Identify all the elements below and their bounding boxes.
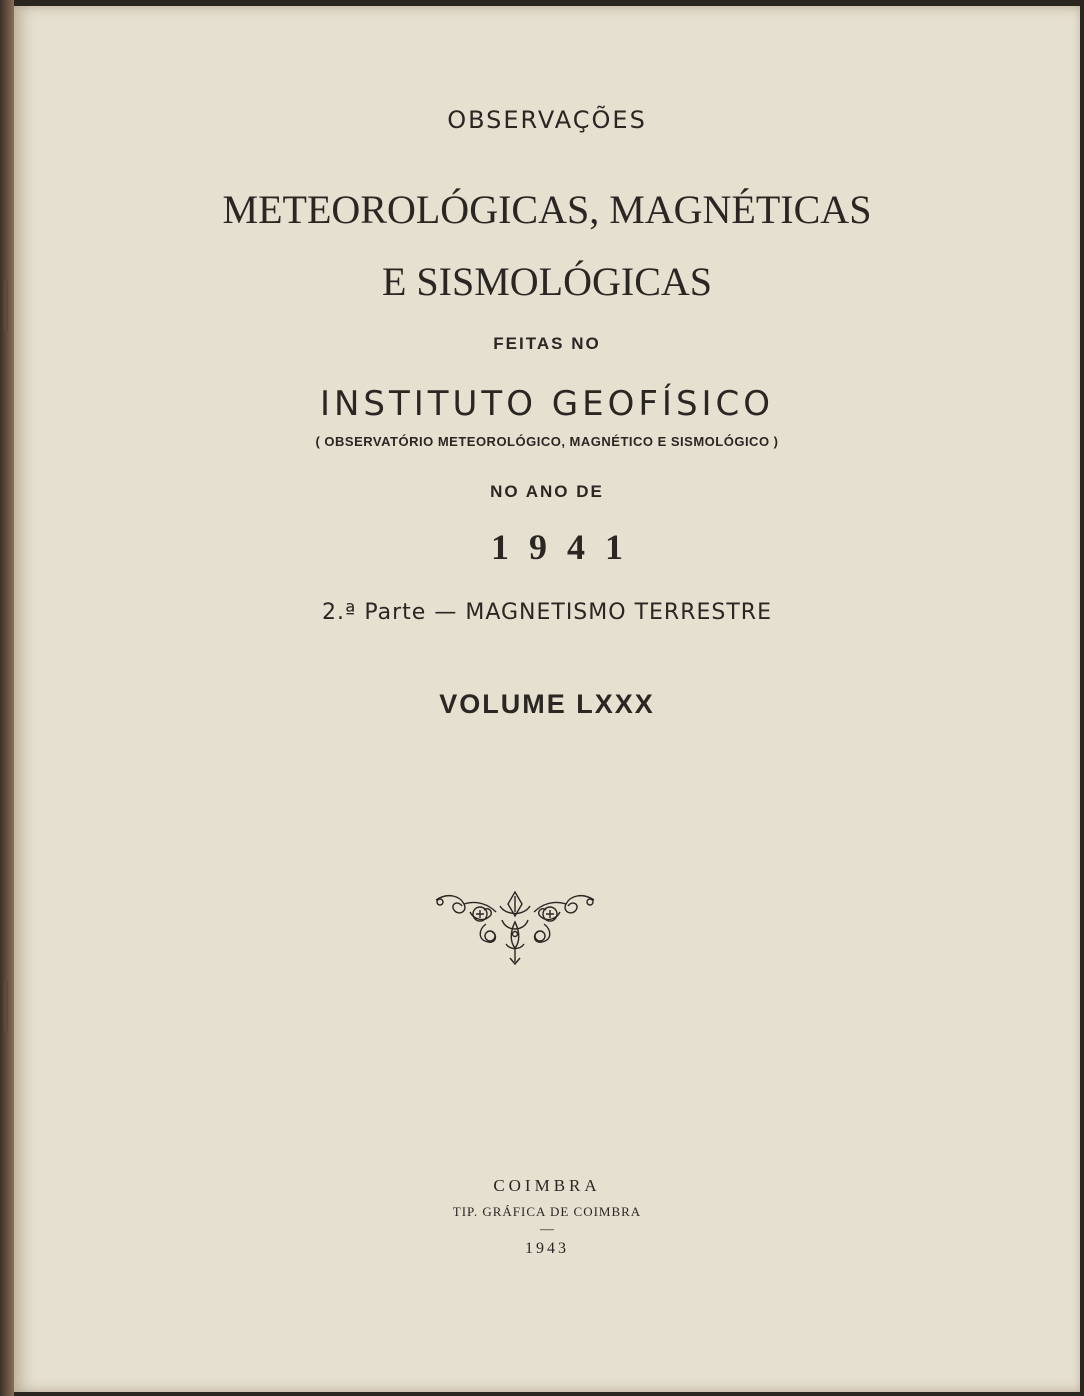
institute-name: INSTITUTO GEOFÍSICO (319, 384, 775, 424)
volume-number: VOLUME LXXX (439, 689, 655, 719)
staple-bottom (4, 980, 8, 1032)
part-title: 2.ª Parte — MAGNETISMO TERRESTRE (322, 600, 772, 625)
observatory-subtitle: ( OBSERVATÓRIO METEOROLÓGICO, MAGNÉTICO E SISMOLÓGICO ) (315, 434, 779, 449)
staple-top (4, 280, 8, 332)
imprint-year: 1943 (525, 1240, 569, 1257)
imprint-separator: — (540, 1222, 554, 1237)
observation-year: 1941 (491, 527, 643, 567)
heading-observacoes: OBSERVAÇÕES (447, 106, 647, 134)
floral-ornament-icon (430, 886, 600, 970)
title-line-2: E SISMOLÓGICAS (381, 259, 713, 304)
imprint-city: COIMBRA (493, 1176, 601, 1195)
feitas-no-label: FEITAS NO (493, 334, 601, 353)
no-ano-de-label: NO ANO DE (490, 482, 604, 501)
title-line-1: METEOROLÓGICAS, MAGNÉTICAS (222, 187, 872, 232)
title-page (14, 6, 1080, 1392)
imprint-printer: TIP. GRÁFICA DE COIMBRA (452, 1204, 642, 1219)
book-spine (0, 0, 14, 1396)
